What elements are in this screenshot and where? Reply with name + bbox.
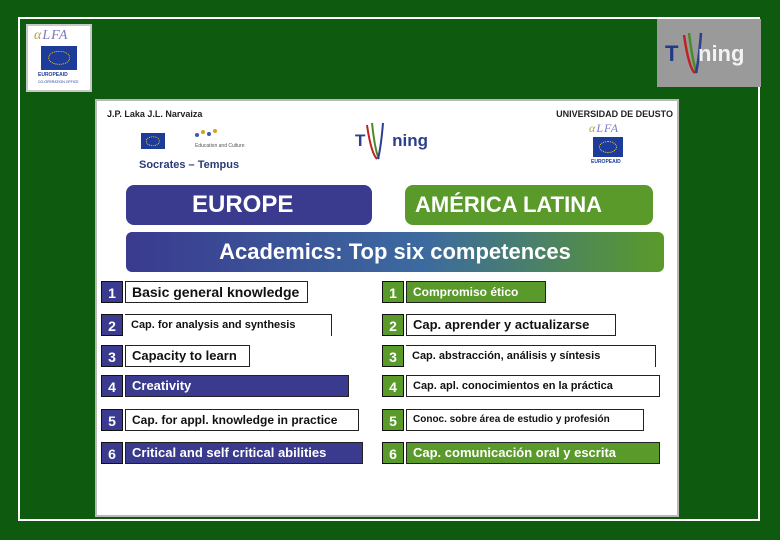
slide-title: Academics: Top six competences <box>126 232 664 272</box>
tuning-center-swoosh-icon <box>365 121 387 161</box>
latam-competence-3: Cap. abstracción, análisis y síntesis <box>406 345 656 367</box>
europe-rank-1: 1 <box>101 281 123 303</box>
university: UNIVERSIDAD DE DEUSTO <box>556 109 673 119</box>
europe-competence-4: Creativity <box>125 375 349 397</box>
europe-rank-5: 5 <box>101 409 123 431</box>
program-name: Socrates – Tempus <box>139 159 240 171</box>
america-header: AMÉRICA LATINA <box>405 185 653 225</box>
alfa-logo-text: LFA <box>42 28 69 43</box>
latam-competence-6: Cap. comunicación oral y escrita <box>406 442 660 464</box>
eu-flag-small-icon <box>141 133 165 149</box>
europe-competence-3: Capacity to learn <box>125 345 250 367</box>
europe-rank-3: 3 <box>101 345 123 367</box>
latam-rank-3: 3 <box>382 345 404 367</box>
latam-rank-5: 5 <box>382 409 404 431</box>
europe-competence-2: Cap. for analysis and synthesis <box>125 314 332 336</box>
europe-header: EUROPE <box>126 185 372 225</box>
eu-flag-icon <box>41 46 77 70</box>
europe-competence-1: Basic general knowledge <box>125 281 308 303</box>
latam-competence-5: Conoc. sobre área de estudio y profesión <box>406 409 644 431</box>
tuning-center-t: T <box>355 131 366 150</box>
europeaid-right-label: EUROPEAID <box>591 159 621 165</box>
slide-panel <box>95 99 679 517</box>
alfa-logo-alpha: α <box>34 28 43 43</box>
latam-rank-2: 2 <box>382 314 404 336</box>
tuning-logo-ning: ning <box>698 41 745 66</box>
tuning-logo-t: T <box>665 41 679 66</box>
alfa-logo <box>26 24 92 92</box>
latam-competence-2: Cap. aprender y actualizarse <box>406 314 616 336</box>
authors: J.P. Laka J.L. Narvaiza <box>107 109 203 119</box>
coop-office-label: CO-OPERATION OFFICE <box>38 80 79 84</box>
eu-flag-right-icon <box>593 137 623 157</box>
latam-competence-4: Cap. apl. conocimientos en la práctica <box>406 375 660 397</box>
edu-culture-label: Education and Culture <box>195 143 245 149</box>
europeaid-label: EUROPEAID <box>38 72 68 78</box>
alfa-small-logo <box>589 121 619 136</box>
tuning-center-logo <box>355 131 428 151</box>
alfa-small-alpha: α <box>589 121 597 135</box>
europe-rank-6: 6 <box>101 442 123 464</box>
alfa-small-text: LFA <box>596 121 620 135</box>
tempus-stars-icon <box>193 127 219 141</box>
latam-rank-1: 1 <box>382 281 404 303</box>
europe-rank-2: 2 <box>101 314 123 336</box>
europe-competence-5: Cap. for appl. knowledge in practice <box>125 409 359 431</box>
tuning-center-ning: ning <box>392 131 429 150</box>
europe-rank-4: 4 <box>101 375 123 397</box>
europe-competence-6: Critical and self critical abilities <box>125 442 363 464</box>
tuning-logo <box>657 19 761 87</box>
latam-competence-1: Compromiso ético <box>406 281 546 303</box>
latam-rank-6: 6 <box>382 442 404 464</box>
latam-rank-4: 4 <box>382 375 404 397</box>
